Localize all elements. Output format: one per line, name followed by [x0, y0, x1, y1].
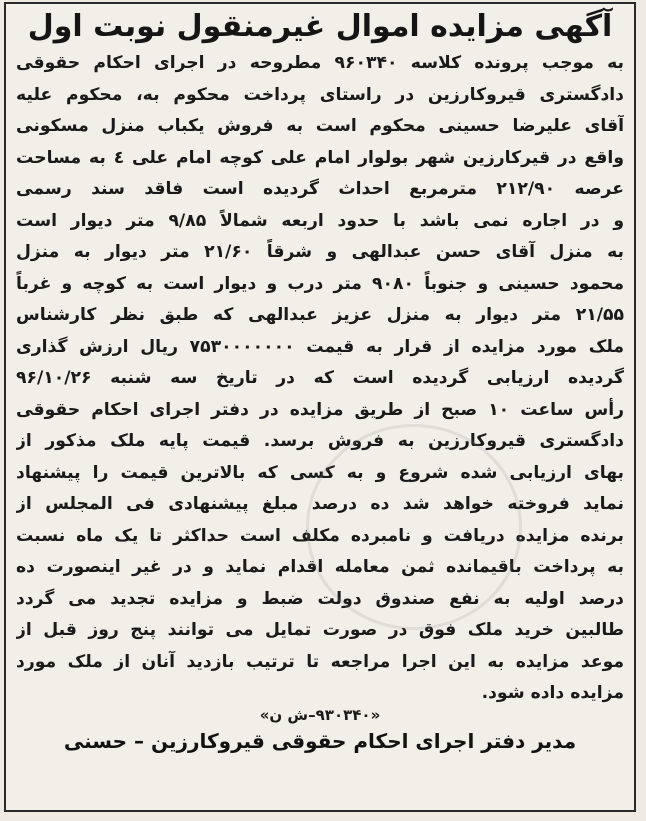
body-line: آقای علیرضا حسینی محکوم است به فروش یکباب منزل مسکونی	[16, 116, 624, 136]
body-line: رأس ساعت ۱۰ صبح از طریق مزایده در دفتر اجرای احکام حقوقی	[16, 399, 624, 420]
body-line: به پرداخت باقیمانده ثمن معامله اقدام نماید و در غیر اینصورت ده	[16, 557, 624, 577]
body-line: به منزل آقای حسن عبدالهی و شرقاً ۲۱/۶۰ متر دیوار به منزل	[16, 242, 624, 262]
notice-body	[16, 48, 624, 710]
body-line: برنده مزایده دریافت و نامبرده مکلف است حداکثر تا یک ماه نسبت	[16, 525, 624, 546]
body-line: نماید فروخته خواهد شد ده درصد مبلغ پیشنهادی فی المجلس از	[16, 494, 624, 514]
body-line: ۲۱/۵۵ متر دیوار به منزل عزیز عبدالهی که طبق نظر کارشناس	[16, 305, 624, 325]
body-line: طالبین خرید ملک فوق در صورت تمایل می توانند پنج روز قبل از	[16, 620, 624, 640]
body-line: و در اجاره نمی باشد با حدود اربعه شمالاً ۹/۸۵ متر دیوار است	[16, 210, 624, 231]
reference-number: «۹۳۰۳۴۰–ش ن»	[259, 705, 381, 724]
body-line: واقع در قیرکارزین شهر بولوار امام علی کوچه امام علی ٤ به مساحت	[16, 147, 624, 168]
body-line: دادگستری قیروکارزین به فروش برسد. قیمت پایه ملک مذکور از	[16, 431, 624, 451]
body-line: دادگستری قیروکارزین در راستای پرداخت محکوم به، محکوم علیه	[16, 84, 624, 105]
body-line: مزایده داده شود.	[481, 683, 624, 703]
body-line: ملک مورد مزایده از قرار به قیمت ۷۵۳۰۰۰۰۰۰۰ ریال ارزش گذاری	[16, 336, 624, 357]
body-line: عرصه ۲۱۲/۹۰ مترمربع احداث گردیده است فاقد سند رسمی	[16, 179, 624, 199]
signature-line: مدیر دفتر اجرای احکام حقوقی قیروکارزین – حسنی	[63, 728, 577, 753]
notice-clipping	[4, 2, 636, 812]
body-line: به موجب پرونده کلاسه ۹۶۰۳۴۰ مطروحه در اجرای احکام حقوقی	[16, 53, 624, 73]
body-line: گردیده ارزیابی گردیده است که در تاریخ سه شنبه ۹۶/۱۰/۲۶	[16, 368, 624, 388]
body-line: محمود حسینی و جنوباً ۹۰۸۰ متر درب و دیوار است به کوچه و غرباً	[16, 273, 624, 294]
body-line: موعد مزایده به این اجرا مراجعه تا ترتیب بازدید آنان از ملک مورد	[16, 651, 624, 672]
body-line: بهای ارزیابی شده شروع و به کسی که بالاترین قیمت را پیشنهاد	[16, 462, 624, 483]
body-line: درصد اولیه به نفع صندوق دولت ضبط و مزایده تجدید می گردد	[16, 588, 624, 609]
notice-title: آگهی مزایده اموال غیرمنقول نوبت اول	[27, 9, 613, 44]
